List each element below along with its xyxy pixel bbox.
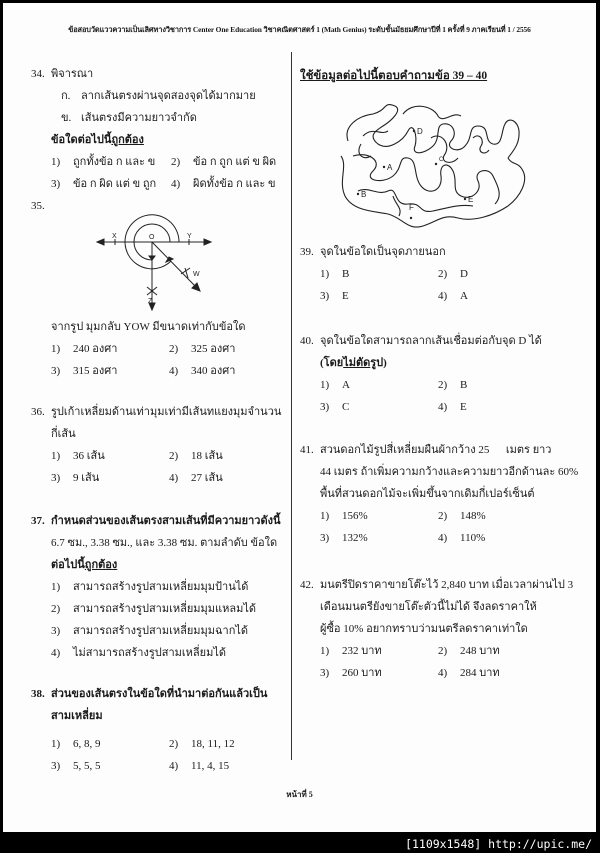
question-text: รูปเก้าเหลี่ยมด้านเท่ามุมเท่ามีเส้นทแยงมุมจำนวน (51, 406, 282, 418)
option-3[interactable]: 3) 5, 5, 5 (51, 760, 101, 772)
question-text: สวนดอกไม้รูปสี่เหลี่ยมผืนผ้ากว้าง 25 เมตร ยาว (320, 444, 552, 456)
question-number: 38. (31, 688, 45, 700)
option-3[interactable]: 3) 260 บาท (320, 667, 382, 679)
question-38: 38. ส่วนของเส้นตรงในข้อใดที่นำมาต่อกันแล้วเป็น สามเหลี่ยม 1) 6, 8, 9 2) 18, 11, 12 3) 5, 5, 5 4) 11, 4, 15 (31, 683, 296, 777)
option-3[interactable]: 3) ข้อ ก ผิด แต่ ข ถูก (51, 178, 157, 190)
option-2[interactable]: 2) 248 บาท (438, 645, 500, 657)
option-1[interactable]: 1) 6, 8, 9 (51, 738, 101, 750)
question-text: มนตรีปิดราคาขายโต๊ะไว้ 2,840 บาท เมื่อเวลาผ่านไป 3 (320, 579, 574, 591)
option-3[interactable]: 3) 132% (320, 532, 368, 544)
option-4[interactable]: 4) 284 บาท (438, 667, 500, 679)
question-text: จุดในข้อใดเป็นจุดภายนอก (320, 246, 446, 258)
statement-kho: ข. เส้นตรงมีความยาวจำกัด (61, 112, 197, 124)
option-2[interactable]: 2) 18, 11, 12 (169, 738, 235, 750)
question-text: ส่วนของเส้นตรงในข้อใดที่นำมาต่อกันแล้วเป็น (51, 688, 268, 700)
question-text: จุดในข้อใดสามารถลากเส้นเชื่อมต่อกับจุด D ได้ (320, 335, 542, 347)
maze-point-a: A (387, 163, 393, 172)
option-4[interactable]: 4) ไม่สามารถสร้างรูปสามเหลี่ยมได้ (51, 647, 226, 659)
question-text: จากรูป มุมกลับ YOW มีขนาดเท่ากับข้อใด (51, 321, 246, 333)
options (31, 445, 296, 489)
question-number: 41. (300, 444, 314, 456)
question-number: 36. (31, 406, 45, 418)
statement-ko: ก. ลากเส้นตรงผ่านจุดสองจุดได้มากมาย (61, 90, 256, 102)
label-y: Y (187, 233, 192, 240)
maze-point-d: D (417, 127, 423, 136)
option-2[interactable]: 2) ข้อ ก ถูก แต่ ข ผิด (171, 156, 277, 168)
label-z: Z (148, 298, 153, 305)
option-3[interactable]: 3) 9 เส้น (51, 472, 100, 484)
maze-point-f: F (409, 203, 414, 212)
option-4[interactable]: 4) 110% (438, 532, 486, 544)
option-1[interactable]: 1) A (320, 379, 350, 391)
option-2[interactable]: 2) 18 เส้น (169, 450, 223, 462)
option-1[interactable]: 1) 156% (320, 510, 368, 522)
option-1[interactable]: 1) ถูกทั้งข้อ ก และ ข (51, 156, 156, 168)
label-w: W (193, 271, 200, 278)
option-1[interactable]: 1) สามารถสร้างรูปสามเหลี่ยมมุมป้านได้ (51, 581, 249, 593)
question-number: 35. (31, 200, 45, 212)
option-4[interactable]: 4) 340 องศา (169, 365, 236, 377)
question-number: 40. (300, 335, 314, 347)
options (31, 151, 291, 195)
option-3[interactable]: 3) สามารถสร้างรูปสามเหลี่ยมมุมฉากได้ (51, 625, 249, 637)
section-title: ใช้ข้อมูลต่อไปนี้ตอบคำถามข้อ 39 – 40 (300, 70, 488, 82)
maze-point-c: C (439, 157, 444, 163)
question-42: 42. มนตรีปิดราคาขายโต๊ะไว้ 2,840 บาท เมื่อเวลาผ่านไป 3 เดือนมนตรียังขายโต๊ะตัวนี้ไม่ได้ จึงลดราคาให้ ผู้ซื้อ 10% อยากทราบว่ามนตรีลดราคาเท่าใด 1) 232 บาท 2) 248 บาท 3) 260 บาท 4) 284 บาท (300, 574, 592, 684)
question-35-body (31, 316, 291, 382)
option-4[interactable]: 4) ผิดทั้งข้อ ก และ ข (171, 178, 276, 190)
maze-figure (333, 96, 538, 233)
option-4[interactable]: 4) 27 เส้น (169, 472, 223, 484)
options (31, 576, 296, 664)
option-4[interactable]: 4) A (438, 290, 468, 302)
page-number: หน้าที่ 5 (286, 790, 313, 799)
angle-figure (93, 211, 218, 313)
question-number: 39. (300, 246, 314, 258)
option-1[interactable]: 1) 232 บาท (320, 645, 382, 657)
label-x: X (112, 233, 117, 240)
option-2[interactable]: 2) B (438, 379, 468, 391)
options (31, 733, 296, 777)
option-2[interactable]: 2) 148% (438, 510, 486, 522)
question-prompt: พิจารณา (51, 68, 94, 80)
maze-point-b: B (361, 190, 367, 199)
exam-header: ข้อสอบวัดแววความเป็นเลิศทางวิชาการ Center One Education วิชาคณิตศาสตร์ 1 (Math Genius) ระดับชั้นมัธยมศึกษาปีที่ 1 ครั้งที่ 9 ภาคเรียนที่ 1 / 2556 (68, 25, 531, 34)
option-4[interactable]: 4) E (438, 401, 467, 413)
question-number: 34. (31, 68, 45, 80)
options (300, 374, 585, 418)
option-1[interactable]: 1) 240 องศา (51, 343, 118, 355)
question-39 (300, 241, 585, 307)
question-34 (31, 63, 291, 195)
option-2[interactable]: 2) 325 องศา (169, 343, 236, 355)
option-3[interactable]: 3) C (320, 401, 350, 413)
question-41: 41. สวนดอกไม้รูปสี่เหลี่ยมผืนผ้ากว้าง 25 เมตร ยาว 44 เมตร ถ้าเพิ่มความกว้างและความยาวอีกด้านละ 60% พื้นที่สวนดอกไม้จะเพิ่มขึ้นจากเดิมกี่เปอร์เซ็นต์ 1) 156% 2) 148% 3) 132% 4) 110% (300, 439, 592, 549)
option-2[interactable]: 2) D (438, 268, 468, 280)
option-4[interactable]: 4) 11, 4, 15 (169, 760, 230, 772)
option-3[interactable]: 3) 315 องศา (51, 365, 118, 377)
option-1[interactable]: 1) B (320, 268, 350, 280)
question-number: 42. (300, 579, 314, 591)
options (300, 640, 592, 684)
question-number: 37. (31, 515, 45, 527)
options (300, 505, 592, 549)
label-o: O (149, 234, 155, 241)
exam-page (3, 3, 596, 832)
question-text: ข้อใดต่อไปนี้ถูกต้อง (51, 134, 144, 146)
options (31, 338, 291, 382)
watermark-link[interactable]: [1109x1548] http://upic.me/ (405, 837, 592, 851)
option-3[interactable]: 3) E (320, 290, 349, 302)
question-40: 40. จุดในข้อใดสามารถลากเส้นเชื่อมต่อกับจุด D ได้ (โดยไม่ตัดรูป) 1) A 2) B 3) C 4) E (300, 330, 585, 418)
maze-point-e: E (468, 195, 474, 204)
option-2[interactable]: 2) สามารถสร้างรูปสามเหลี่ยมมุมแหลมได้ (51, 603, 257, 615)
question-text: กำหนดส่วนของเส้นตรงสามเส้นที่มีความยาวดังนี้ (51, 515, 281, 527)
question-37: 37. กำหนดส่วนของเส้นตรงสามเส้นที่มีความยาวดังนี้ 6.7 ซม., 3.38 ซม., และ 3.38 ซม. ตามลำดับ ข้อใด ต่อไปนี้ถูกต้อง 1) สามารถสร้างรูปสามเหลี่ยมมุมป้านได้ 2) สามารถสร้างรูปสามเหลี่ยมมุมแหลมได้ 3) สามารถสร้างรูปสามเหลี่ยมมุมฉากได้ 4) ไม่สามารถสร้างรูปสามเหลี่ยมได้ (31, 510, 296, 664)
options (300, 263, 585, 307)
option-1[interactable]: 1) 36 เส้น (51, 450, 105, 462)
question-36: 36. รูปเก้าเหลี่ยมด้านเท่ามุมเท่ามีเส้นทแยงมุมจำนวน กี่เส้น 1) 36 เส้น 2) 18 เส้น 3) 9 เส้น 4) 27 เส้น (31, 401, 296, 489)
